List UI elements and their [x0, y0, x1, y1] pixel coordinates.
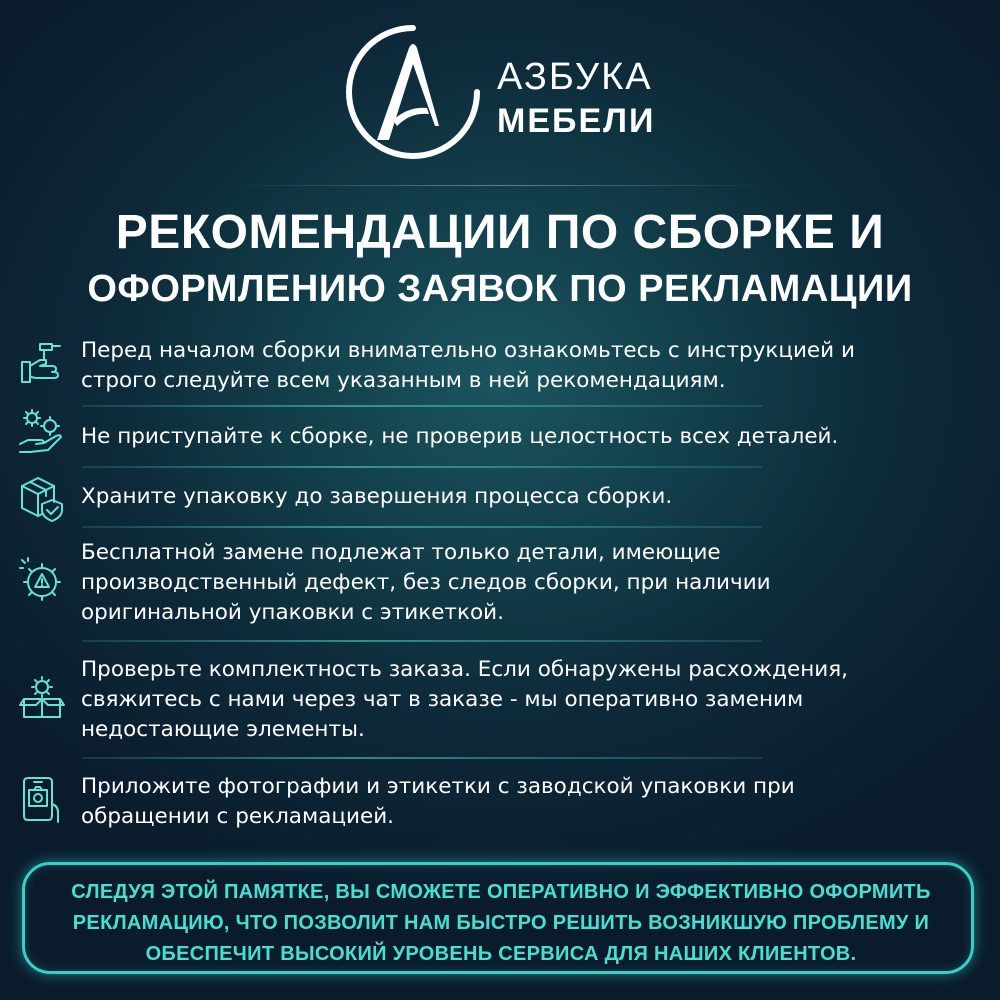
phone-photo-icon	[18, 776, 66, 824]
list-item-text	[81, 655, 986, 745]
brand-logo	[0, 0, 1000, 180]
list-item-text	[81, 772, 986, 832]
list-divider	[82, 640, 762, 642]
brand-logo-mark-icon	[343, 22, 483, 162]
list-item-text	[81, 538, 986, 628]
footer-line: СЛЕДУЯ ЭТОЙ ПАМЯТКЕ, ВЫ СМОЖЕТЕ ОПЕРАТИВНО И ЭФФЕКТИВНО ОФОРМИТЬ	[71, 881, 931, 903]
box-shield-icon	[18, 474, 66, 522]
gears-hand-icon	[18, 408, 66, 456]
list-item-line: Не приступайте к сборке, не проверив целостность всех деталей.	[81, 424, 839, 449]
hammer-hand-icon	[18, 338, 66, 386]
list-item-line: производственный дефект, без следов сборки, при наличии	[81, 570, 771, 595]
list-item-text	[81, 336, 986, 396]
brand-name-line2: МЕБЕЛИ	[497, 102, 656, 140]
list-item-line: Проверьте комплектность заказа. Если обнаружены расхождения,	[81, 657, 848, 682]
list-item-line: свяжитесь с нами через чат в заказе - мы оперативно заменим	[81, 687, 804, 712]
footer-line: РЕКЛАМАЦИЮ, ЧТО ПОЗВОЛИТ НАМ БЫСТРО РЕШИТЬ ВОЗНИКШУЮ ПРОБЛЕМУ И	[72, 912, 930, 934]
box-gear-icon	[18, 673, 66, 721]
list-item-text	[81, 422, 986, 452]
list-item-line: обращении с рекламацией.	[81, 804, 395, 829]
gear-warning-icon	[18, 556, 66, 604]
list-divider	[82, 405, 762, 407]
list-divider	[82, 466, 762, 468]
list-item-line: оригинальной упаковки с этикеткой.	[81, 600, 504, 625]
list-item-line: недостающие элементы.	[81, 717, 365, 742]
page-title-line1: РЕКОМЕНДАЦИИ ПО СБОРКЕ И	[115, 206, 885, 259]
list-item-line: Приложите фотографии и этикетки с заводской упаковки при	[81, 774, 795, 799]
footer-text	[25, 877, 977, 970]
list-item-line: строго следуйте всем указанным в ней рекомендациям.	[81, 368, 726, 393]
header-divider	[230, 185, 770, 186]
footer-line: ОБЕСПЕЧИТ ВЫСОКИЙ УРОВЕНЬ СЕРВИСА ДЛЯ НАШИХ КЛИЕНТОВ.	[145, 943, 857, 965]
list-divider	[82, 757, 762, 759]
list-item-line: Храните упаковку до завершения процесса сборки.	[81, 484, 673, 509]
list-item-text	[81, 482, 986, 512]
list-item-line: Перед началом сборки внимательно ознакомьтесь с инструкцией и	[81, 338, 855, 363]
list-divider	[82, 526, 762, 528]
brand-name-line1: АЗБУКА	[497, 56, 653, 98]
footer-callout	[22, 862, 974, 974]
page-title-line2: ОФОРМЛЕНИЮ ЗАЯВОК ПО РЕКЛАМАЦИИ	[87, 268, 913, 310]
list-item-line: Бесплатной замене подлежат только детали, имеющие	[81, 540, 721, 565]
